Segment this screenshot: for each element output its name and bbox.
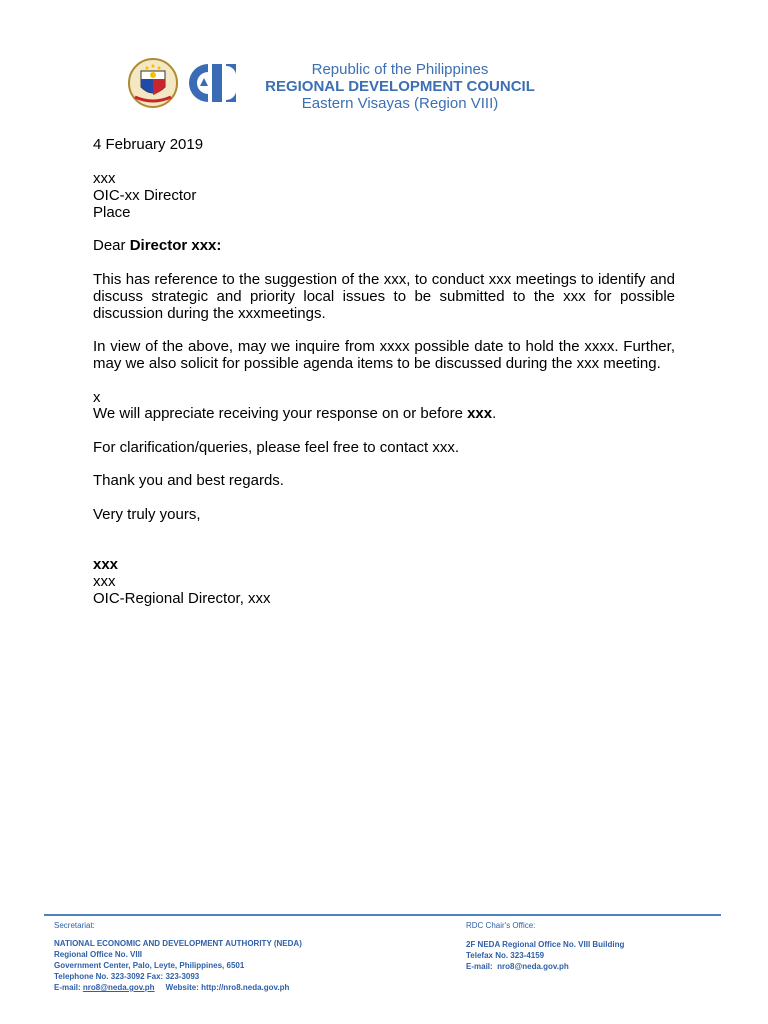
response-deadline: xxx (467, 405, 493, 422)
footer-chair-email-value[interactable]: nro8@neda.gov.ph (497, 962, 569, 971)
letterhead-council-name: REGIONAL DEVELOPMENT COUNCIL (265, 78, 535, 95)
footer-email-link[interactable]: nro8@neda.gov.ph (82, 983, 155, 992)
salutation-prefix: Dear (93, 237, 130, 254)
signatory-name: xxx (93, 556, 119, 573)
footer-contact-line (54, 982, 289, 993)
rdc-logo-icon (186, 60, 236, 106)
paragraph-3 (93, 405, 496, 422)
letter-date: 4 February 2019 (93, 136, 204, 153)
footer-chair-email (466, 961, 569, 972)
salutation (93, 237, 221, 254)
footer-website-label: Website: (154, 983, 202, 992)
recipient-place: Place (93, 204, 131, 221)
closing: Very truly yours, (93, 506, 201, 523)
paragraph-3-prefix: We will appreciate receiving your response on or before (93, 405, 468, 422)
footer-neda-name: NATIONAL ECONOMIC AND DEVELOPMENT AUTHORITY (NEDA) (54, 939, 302, 948)
signatory-line2: xxx (93, 573, 116, 590)
footer-chair-building: 2F NEDA Regional Office No. VIII Building (466, 940, 625, 949)
letterhead-region: Eastern Visayas (Region VIII) (301, 95, 499, 112)
paragraph-2: In view of the above, may we inquire from xxxx possible date to hold the xxxx. Further, may we also solicit for possible agenda items to be discussed during the xxx meeting. (93, 338, 675, 372)
footer-rule (44, 914, 721, 916)
letterhead-republic: Republic of the Philippines (311, 61, 489, 78)
footer-telephone: Telephone No. 323-3092 Fax: 323-3093 (54, 972, 200, 981)
paragraph-4: For clarification/queries, please feel free to contact xxx. (93, 439, 460, 456)
salutation-name: Director xxx: (129, 237, 222, 254)
paragraph-1: This has reference to the suggestion of the xxx, to conduct xxx meetings to identify and discuss strategic and priority local issues to be submitted to the xxx for possible discussion during the xxxmeetings. (93, 271, 675, 322)
footer-regional-office: Regional Office No. VIII (54, 950, 143, 959)
recipient-title: OIC-xx Director (93, 187, 197, 204)
footer-email-label: E-mail: (54, 983, 83, 992)
footer-chair-heading: RDC Chair's Office: (466, 921, 536, 930)
footer-website-link[interactable]: http://nro8.neda.gov.ph (201, 983, 290, 992)
stray-mark: x (93, 389, 101, 406)
paragraph-5: Thank you and best regards. (93, 472, 284, 489)
footer-chair-email-label: E-mail: (466, 962, 498, 971)
philippine-seal-icon (127, 57, 179, 109)
footer-address: Government Center, Palo, Leyte, Philippines, 6501 (54, 961, 245, 970)
footer-secretariat-heading: Secretariat: (54, 921, 95, 930)
paragraph-3-suffix: . (492, 405, 497, 422)
recipient-name: xxx (93, 170, 116, 187)
footer-chair-telefax: Telefax No. 323-4159 (466, 951, 545, 960)
signatory-title: OIC-Regional Director, xxx (93, 590, 271, 607)
